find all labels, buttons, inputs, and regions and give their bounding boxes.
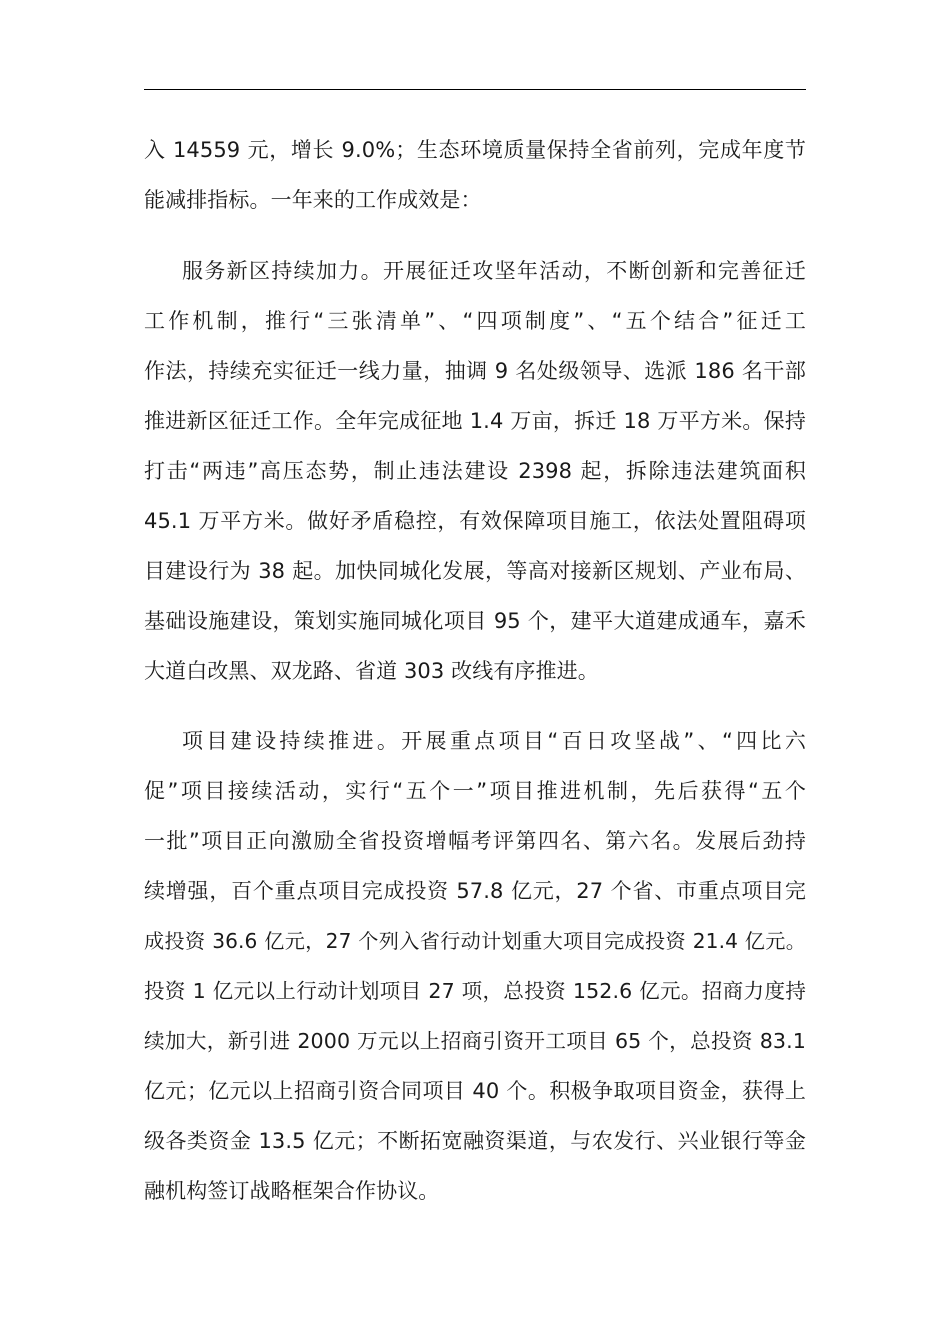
text-line: 服务新区持续加力。开展征迁攻坚年活动，不断创新和完善征迁 xyxy=(182,259,806,283)
text-line: 项目建设持续推进。开展重点项目“百日攻坚战”、“四比六 xyxy=(182,729,806,753)
text-line: 大道白改黑、双龙路、省道 303 改线有序推进。 xyxy=(144,659,599,683)
text-line: 亿元；亿元以上招商引资合同项目 40 个。积极争取项目资金，获得上 xyxy=(144,1079,806,1103)
text-line: 投资 1 亿元以上行动计划项目 27 项，总投资 152.6 亿元。招商力度持 xyxy=(144,979,806,1003)
text-line: 续增强，百个重点项目完成投资 57.8 亿元，27 个省、市重点项目完 xyxy=(144,879,806,903)
paragraph-project-construction xyxy=(144,716,806,1216)
text-line: 一批”项目正向激励全省投资增幅考评第四名、第六名。发展后劲持 xyxy=(144,829,806,853)
text-line: 续加大，新引进 2000 万元以上招商引资开工项目 65 个，总投资 83.1 xyxy=(144,1029,806,1053)
header-rule xyxy=(144,89,806,90)
text-line: 成投资 36.6 亿元，27 个列入省行动计划重大项目完成投资 21.4 亿元。 xyxy=(144,929,806,953)
text-line: 作法，持续充实征迁一线力量，抽调 9 名处级领导、选派 186 名干部 xyxy=(144,359,806,383)
text-line: 基础设施建设，策划实施同城化项目 95 个，建平大道建成通车，嘉禾 xyxy=(144,609,806,633)
text-line: 入 14559 元，增长 9.0%；生态环境质量保持全省前列，完成年度节 xyxy=(144,138,806,162)
paragraph-service-new-district xyxy=(144,246,806,696)
text-line: 目建设行为 38 起。加快同城化发展，等高对接新区规划、产业布局、 xyxy=(144,559,806,583)
text-line: 能减排指标。一年来的工作成效是： xyxy=(144,188,482,212)
text-line: 级各类资金 13.5 亿元；不断拓宽融资渠道，与农发行、兴业银行等金 xyxy=(144,1129,806,1153)
text-line: 工作机制，推行“三张清单”、“四项制度”、“五个结合”征迁工 xyxy=(144,309,806,333)
text-line: 45.1 万平方米。做好矛盾稳控，有效保障项目施工，依法处置阻碍项 xyxy=(144,509,806,533)
text-line: 推进新区征迁工作。全年完成征地 1.4 万亩，拆迁 18 万平方米。保持 xyxy=(144,409,806,433)
text-line: 融机构签订战略框架合作协议。 xyxy=(144,1179,440,1203)
paragraph-continuation xyxy=(144,125,806,225)
text-line: 打击“两违”高压态势，制止违法建设 2398 起，拆除违法建筑面积 xyxy=(144,459,806,483)
text-line: 促”项目接续活动，实行“五个一”项目推进机制，先后获得“五个 xyxy=(144,779,806,803)
